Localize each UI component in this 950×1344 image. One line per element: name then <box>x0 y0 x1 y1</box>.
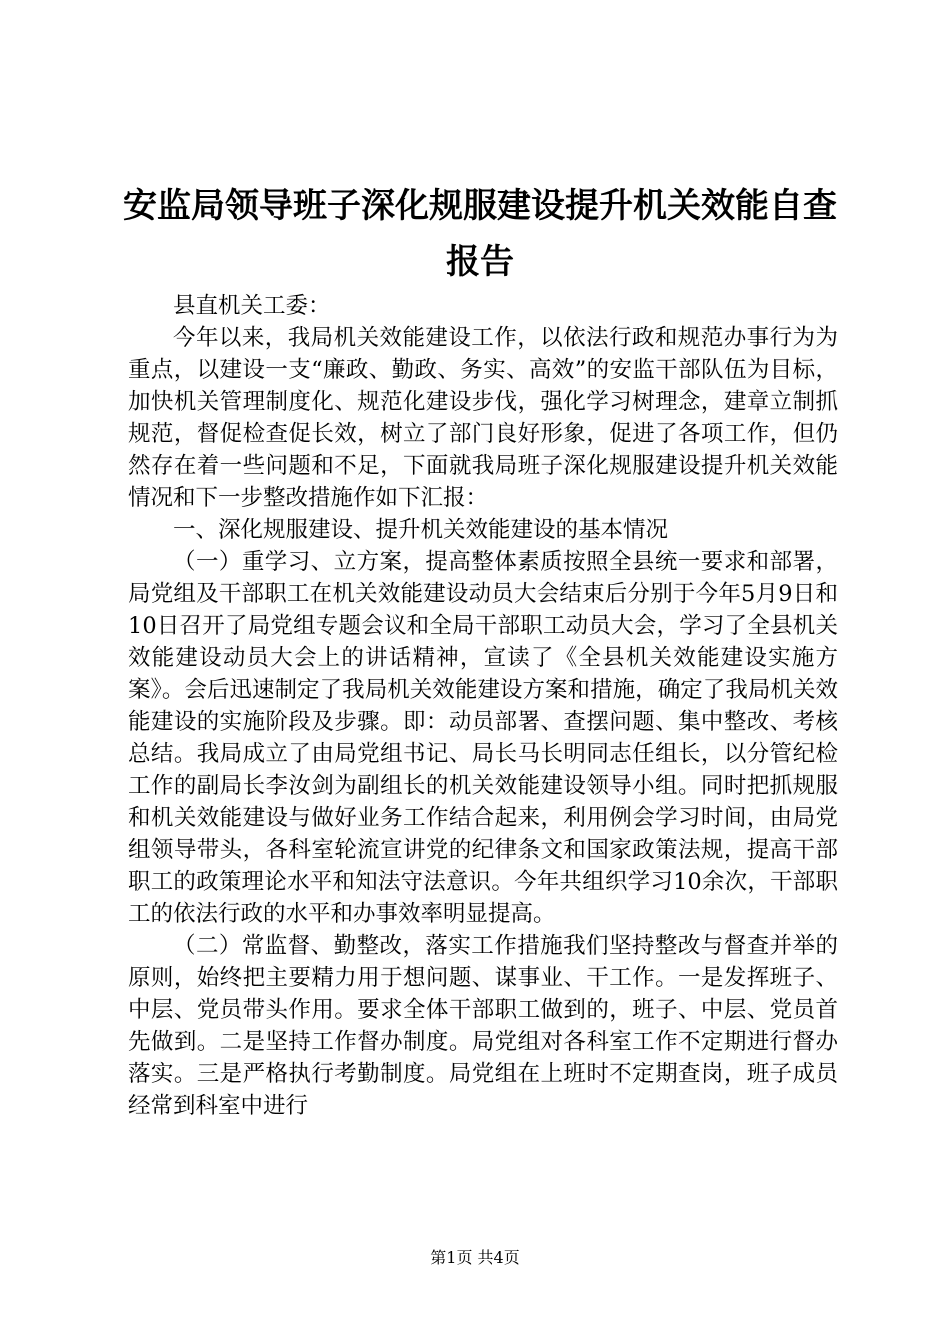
page-footer: 第1页 共4页 <box>430 1248 520 1267</box>
document-title: 安监局领导班子深化规服建设提升机关效能自查报告 <box>123 186 837 282</box>
paragraph-supervision: （二）常监督、勤整改，落实工作措施我们坚持整改与督查并举的原则，始终把主要精力用于想问题、谋事业、干工作。一是发挥班子、中层、党员带头作用。要求全体干部职工做到的，班子、中层、党员首先做到。二是坚持工作督办制度。局党组对各科室工作不定期进行督办落实。三是严格执行考勤制度。局党组在上班时不定期查岗，班子成员经常到科室中进行 <box>128 933 838 1119</box>
section-heading: 一、深化规服建设、提升机关效能建设的基本情况 <box>173 517 669 543</box>
paragraph-study: （一）重学习、立方案，提高整体素质按照全县统一要求和部署，局党组及干部职工在机关效能建设动员大会结束后分别于今年5月9日和10日召开了局党组专题会议和全局干部职工动员大会，学习了全县机关效能建设动员大会上的讲话精神，宣读了《全县机关效能建设实施方案》。会后迅速制定了我局机关效能建设方案和措施，确定了我局机关效能建设的实施阶段及步骤。即：动员部署、查摆问题、集中整改、考核总结。我局成立了由局党组书记、局长马长明同志任组长，以分管纪检工作的副局长李汝剑为副组长的机关效能建设领导小组。同时把抓规服和机关效能建设与做好业务工作结合起来，利用例会学习时间，由局党组领导带头，各科室轮流宣讲党的纪律条文和国家政策法规，提高干部职工的政策理论水平和知法守法意识。今年共组织学习10余次，干部职工的依法行政的水平和办事效率明显提高。 <box>128 549 838 927</box>
document-body <box>128 290 838 1122</box>
paragraph-intro: 今年以来，我局机关效能建设工作，以依法行政和规范办事行为为重点，以建设一支“廉政、勤政、务实、高效”的安监干部队伍为目标，加快机关管理制度化、规范化建设步伐，强化学习树理念，建章立制抓规范，督促检查促长效，树立了部门良好形象，促进了各项工作，但仍然存在着一些问题和不足，下面就我局班子深化规服建设提升机关效能情况和下一步整改措施作如下汇报： <box>128 325 838 511</box>
salutation: 县直机关工委： <box>173 293 331 319</box>
